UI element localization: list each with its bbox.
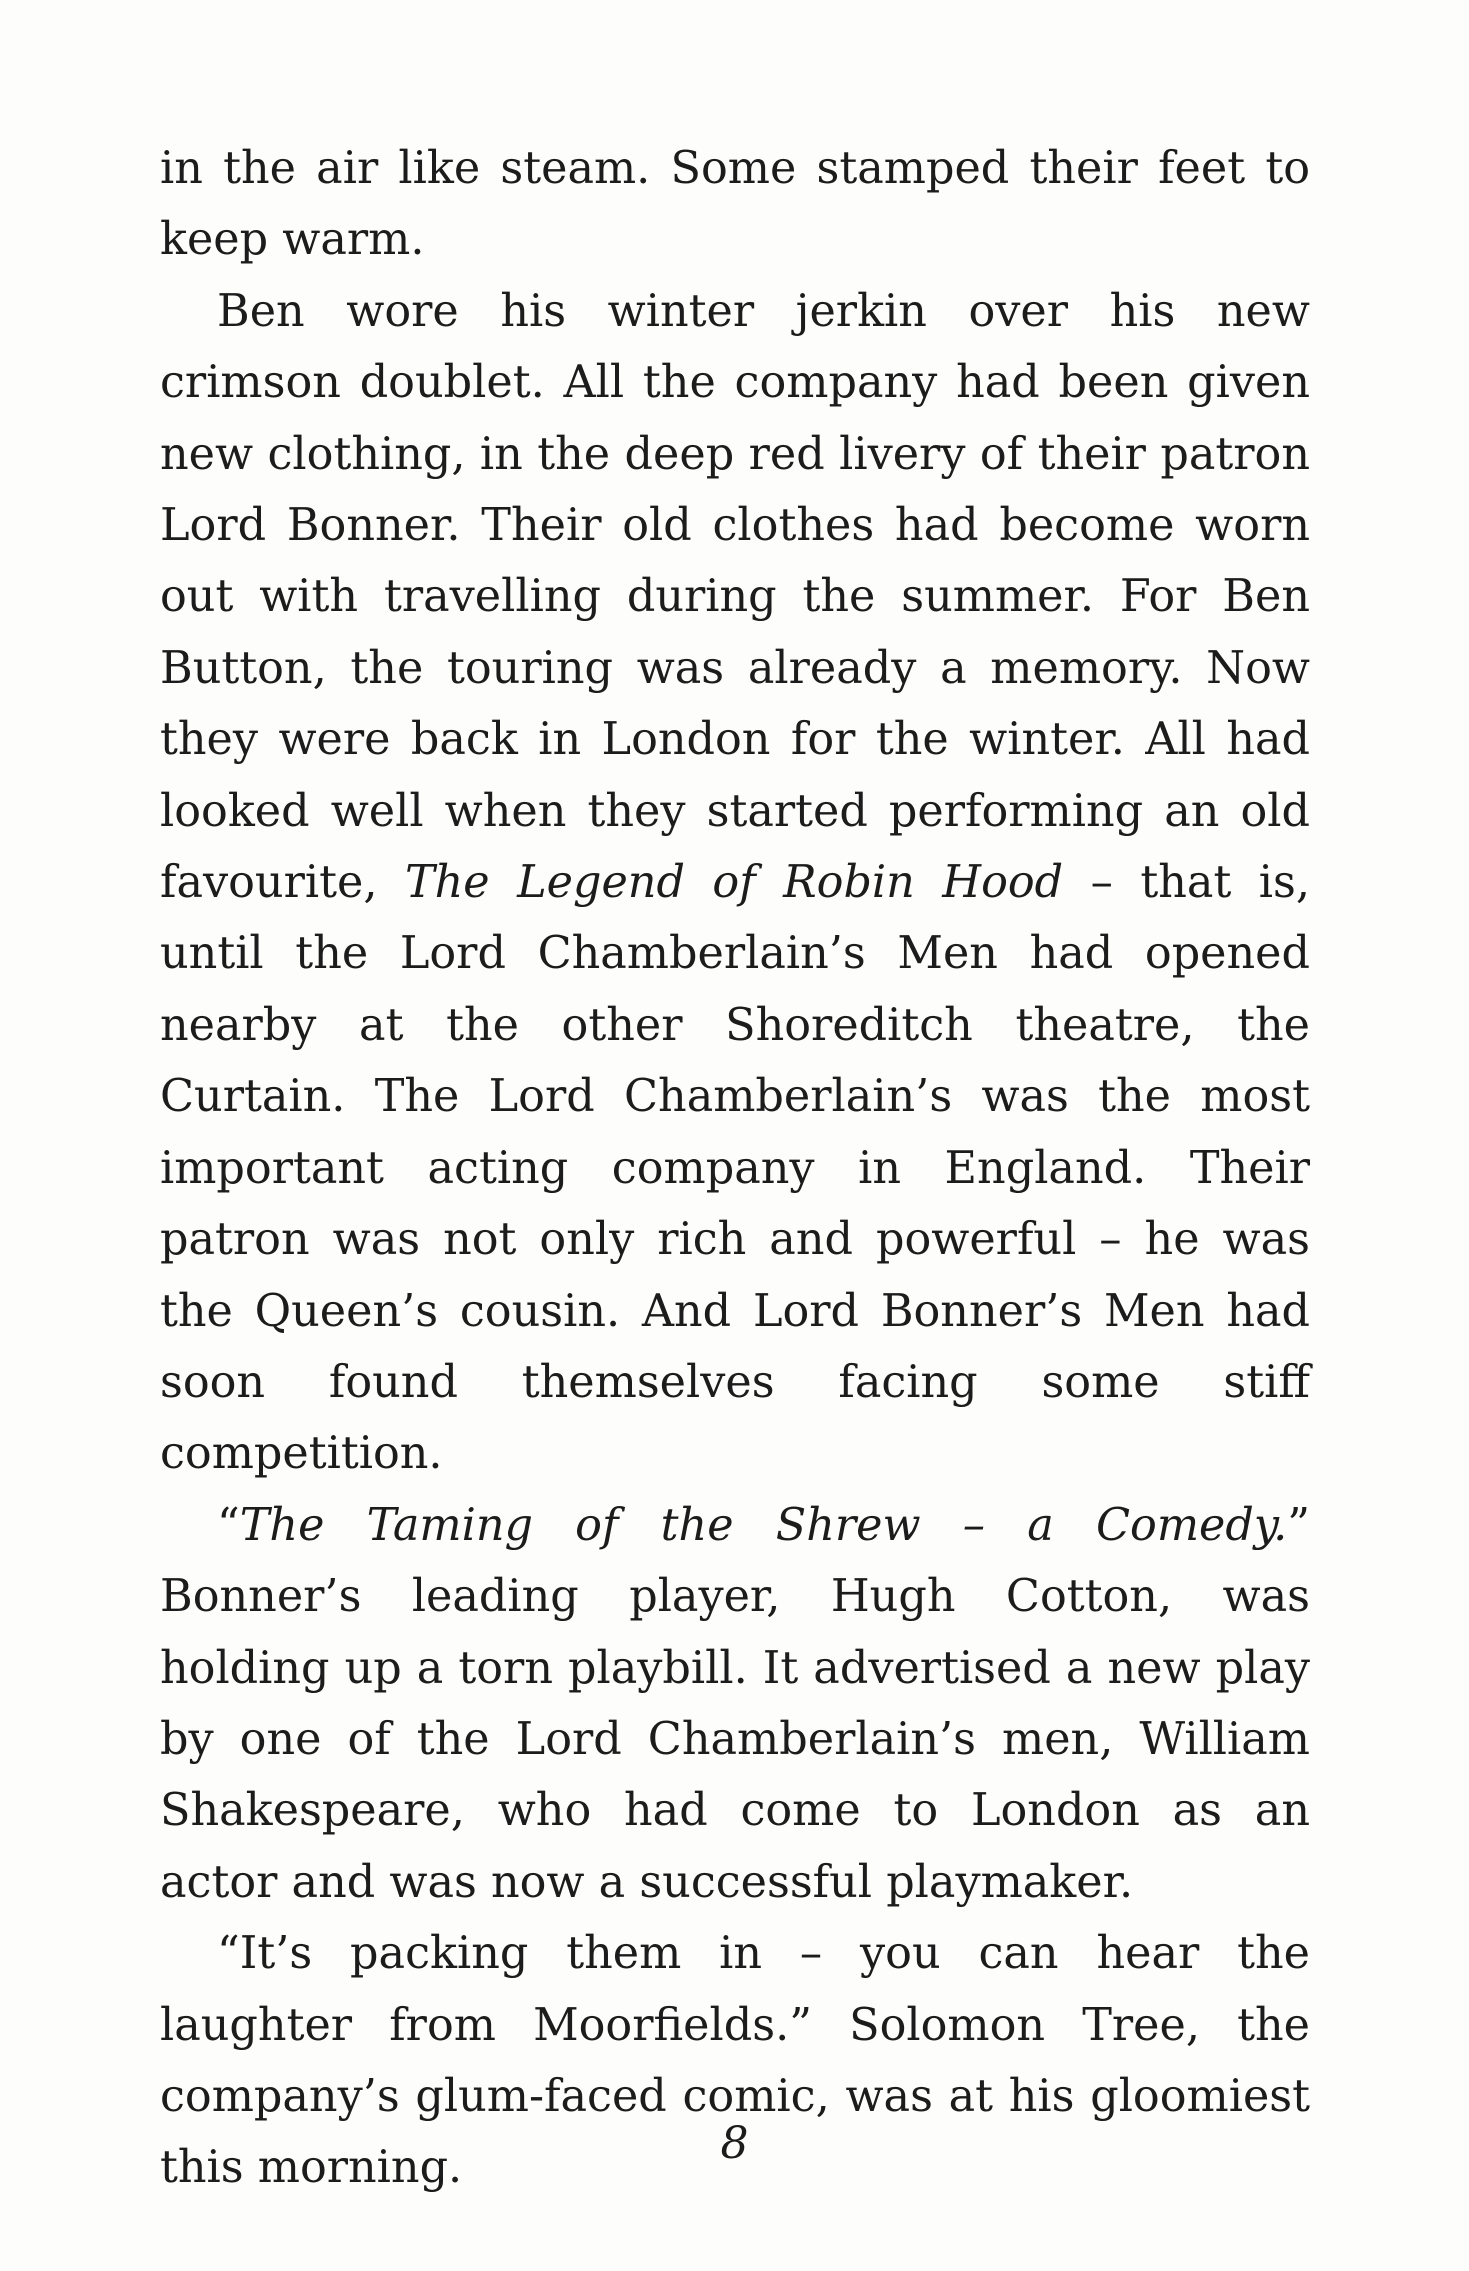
text-segment: – that is, until the Lord Chamberlain’s Men had opened nearby at the other Shoreditch theatre, the Curtain. The Lord Chamberlain’s was the most important acting company in England. Their patron was not only rich and powerful – he was the Queen’s cousin. And Lord Bonner’s Men had soon found themselves facing some stiff competition. xyxy=(160,857,1311,1480)
text-segment: ” Bonner’s leading player, Hugh Cotton, was holding up a torn playbill. It advertised a new play by one of the Lord Chamberlain’s men, William Shakespeare, who had come to London as an actor and was now a successful playmaker. xyxy=(160,1499,1310,1908)
play-title-taming-of-the-shrew: The Taming of the Shrew – a Comedy. xyxy=(239,1499,1288,1551)
play-title-robin-hood: The Legend of Robin Hood xyxy=(404,857,1064,909)
text-segment: Ben wore his winter jerkin over his new crimson doublet. All the company had been given new clothing, in the deep red livery of their patron Lord Bonner. Their old clothes had become worn out with travelling during the summer. For Ben Button, the touring was already a memory. Now they were back in London for the winter. All had looked well when they started performing an old favourite, xyxy=(160,285,1310,909)
paragraph-3 xyxy=(160,1490,1310,1918)
paragraph-1 xyxy=(160,133,1310,276)
text-segment: “ xyxy=(217,1499,240,1551)
text-segment: in the air like steam. Some stamped their feet to keep warm. xyxy=(160,143,1310,266)
paragraph-2 xyxy=(160,276,1310,1490)
text-segment: “It’s packing them in – you can hear the laughter from Moorfields.” Solomon Tree, the company’s glum-faced comic, was at his gloomiest this morning. xyxy=(160,1928,1310,2194)
body-text xyxy=(160,133,1310,2204)
page-number: 8 xyxy=(720,2118,749,2169)
